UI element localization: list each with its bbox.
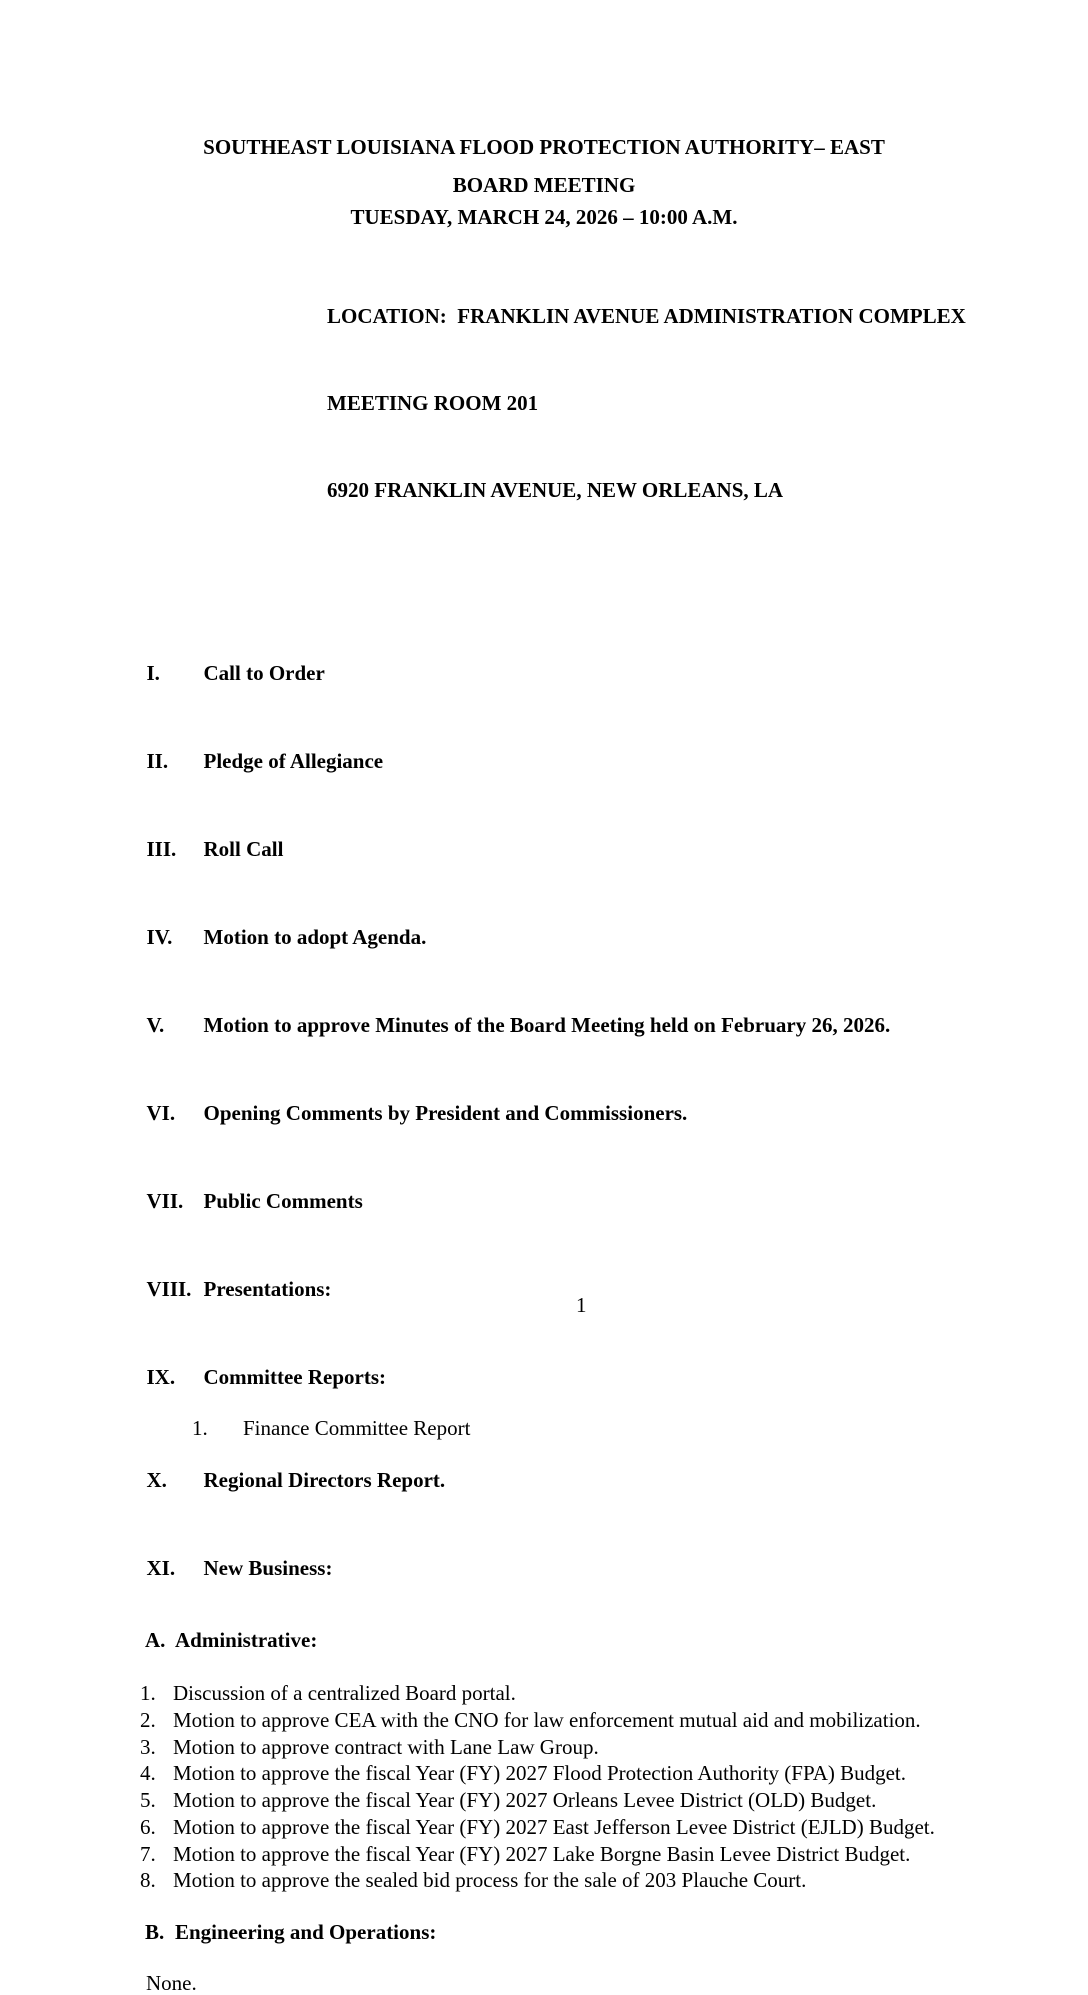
agenda-item-label: Committee Reports:: [203, 1365, 387, 1389]
location-line-2: MEETING ROOM 201: [327, 391, 539, 415]
agenda-item-label: Call to Order: [203, 661, 325, 685]
agenda-item-label: New Business:: [203, 1556, 333, 1580]
section-label: A.: [145, 1628, 166, 1652]
agenda-item-label: Public Comments: [203, 1189, 363, 1213]
agenda-item-pledge: [0, 727, 1088, 796]
list-item: [140, 1760, 1088, 1787]
committee-report-sub-item: [0, 1417, 1088, 1440]
list-item-text: Motion to approve the fiscal Year (FY) 2027 East Jefferson Levee District (EJLD) Budget.: [173, 1814, 935, 1839]
list-item-number: 7.: [140, 1841, 156, 1866]
section-label: B.: [145, 1920, 165, 1944]
list-item: [140, 1707, 1088, 1734]
list-item: [140, 1841, 1088, 1868]
list-item: [140, 1680, 1088, 1707]
agenda-item-new-business: [0, 1534, 1088, 1603]
section-b-content: None.: [146, 1971, 197, 1995]
list-item-number: 4.: [140, 1761, 156, 1786]
agenda-item-number: IX.: [146, 1365, 176, 1389]
agenda-item-regional-directors-report: [0, 1446, 1088, 1515]
agenda-item-opening-comments: [0, 1079, 1088, 1148]
list-item-text: Discussion of a centralized Board portal.: [173, 1681, 516, 1705]
meeting-location-block: [327, 244, 1088, 563]
agenda-item-number: I.: [146, 661, 160, 685]
agenda-item-committee-reports: [0, 1343, 1088, 1412]
section-b-engineering-heading: [145, 1921, 1088, 1944]
agenda-item-number: XI.: [146, 1556, 176, 1580]
agenda-item-roll-call: [0, 815, 1088, 884]
list-item-number: 8.: [140, 1868, 156, 1893]
agenda-item-label: Motion to adopt Agenda.: [203, 925, 427, 949]
agenda-item-number: III.: [146, 837, 177, 861]
agenda-item-number: II.: [146, 749, 169, 773]
list-item-number: 1.: [140, 1681, 156, 1705]
agenda-item-number: V.: [146, 1013, 165, 1037]
document-title: SOUTHEAST LOUISIANA FLOOD PROTECTION AUTHORITY– EAST: [203, 135, 885, 159]
agenda-item-label: Roll Call: [203, 837, 284, 861]
agenda-item-adopt-agenda: [0, 903, 1088, 972]
location-line-3: 6920 FRANKLIN AVENUE, NEW ORLEANS, LA: [327, 478, 784, 502]
agenda-item-number: VIII.: [146, 1277, 192, 1301]
list-item-text: Motion to approve the fiscal Year (FY) 2027 Flood Protection Authority (FPA) Budget.: [173, 1761, 907, 1786]
list-item-text: Motion to approve CEA with the CNO for law enforcement mutual aid and mobilization.: [173, 1707, 921, 1732]
list-item-number: 5.: [140, 1788, 156, 1812]
list-item-text: Motion to approve the fiscal Year (FY) 2027 Orleans Levee District (OLD) Budget.: [173, 1788, 877, 1812]
sub-item-number: 1.: [192, 1416, 208, 1440]
agenda-item-approve-minutes: [0, 991, 1088, 1060]
agenda-item-number: IV.: [146, 925, 173, 949]
agenda-item-label: Motion to approve Minutes of the Board Meeting held on February 26, 2026.: [203, 1013, 891, 1037]
agenda-item-number: VI.: [146, 1101, 176, 1125]
agenda-item-call-to-order: [0, 639, 1088, 708]
location-line-1: LOCATION: FRANKLIN AVENUE ADMINISTRATION COMPLEX: [327, 304, 966, 328]
agenda-item-public-comments: [0, 1167, 1088, 1236]
agenda-item-presentations: [0, 1255, 1088, 1324]
agenda-item-label: Pledge of Allegiance: [203, 749, 384, 773]
page-number: 1: [576, 1293, 587, 1317]
section-title: Engineering and Operations:: [175, 1920, 437, 1944]
agenda-item-number: X.: [146, 1468, 167, 1492]
document-header: [0, 0, 1088, 563]
administrative-items-list: [0, 1680, 1088, 1894]
list-item-text: Motion to approve the fiscal Year (FY) 2027 Lake Borgne Basin Levee District Budget.: [173, 1841, 911, 1866]
list-item: [140, 1734, 1088, 1761]
agenda-item-label: Regional Directors Report.: [203, 1468, 446, 1492]
list-item-text: Motion to approve contract with Lane Law Group.: [173, 1734, 599, 1759]
list-item-number: 6.: [140, 1814, 156, 1839]
list-item: [140, 1787, 1088, 1814]
agenda-body: [0, 639, 1088, 1995]
agenda-item-number: VII.: [146, 1189, 184, 1213]
section-title: Administrative:: [175, 1628, 318, 1652]
list-item-text: Motion to approve the sealed bid process for the sale of 203 Plauche Court.: [173, 1868, 807, 1893]
list-item: [140, 1814, 1088, 1841]
agenda-item-label: Opening Comments by President and Commissioners.: [203, 1101, 688, 1125]
list-item-number: 3.: [140, 1734, 156, 1759]
sub-item-label: Finance Committee Report: [243, 1416, 471, 1440]
meeting-type-title: BOARD MEETING: [452, 173, 636, 197]
meeting-datetime: TUESDAY, MARCH 24, 2026 – 10:00 A.M.: [350, 205, 738, 229]
section-a-administrative-heading: [145, 1629, 1088, 1652]
list-item-number: 2.: [140, 1707, 156, 1732]
list-item: [140, 1867, 1088, 1894]
agenda-item-label: Presentations:: [203, 1277, 332, 1301]
